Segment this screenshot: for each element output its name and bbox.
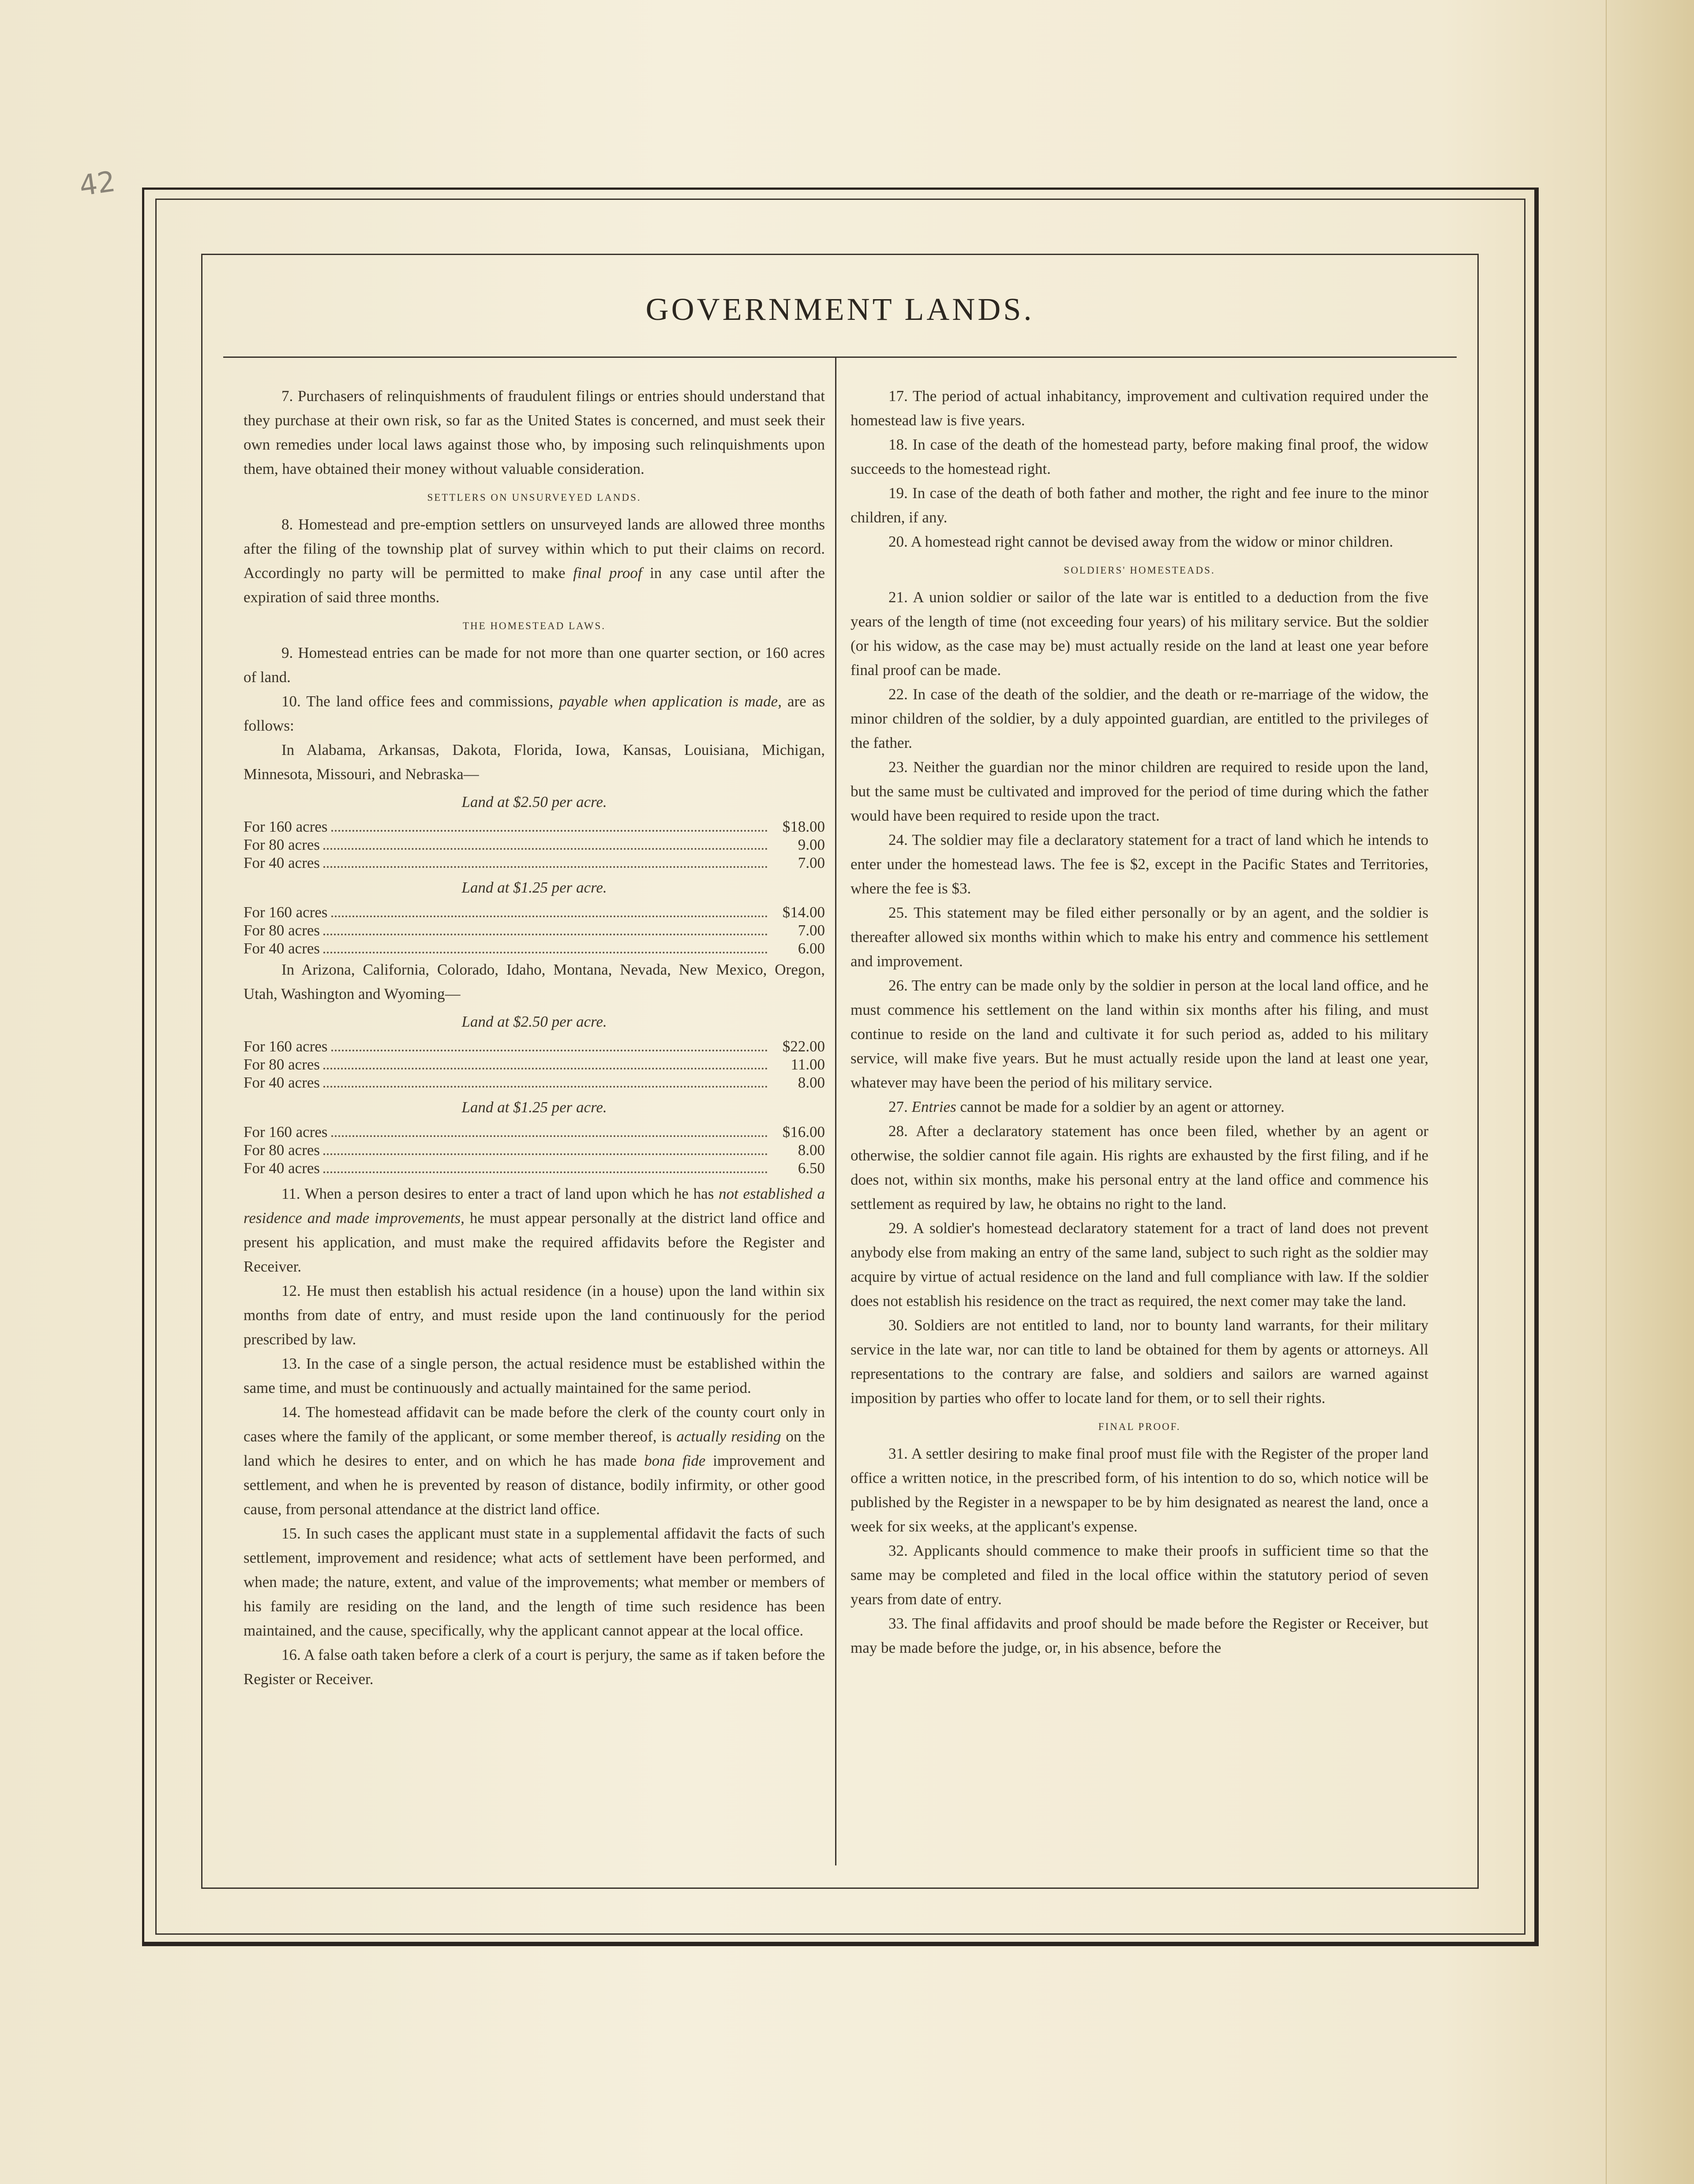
- paragraph-7: 7. Purchasers of relinquishments of fraudulent filings or entries should understand that they purchase at their own risk, so far as the United States is concerned, and must seek their own remedies under local laws against those who, by imposing such relinquishments upon them, have obtained their money without valuable consideration.: [244, 387, 825, 477]
- section-heading-homestead: THE HOMESTEAD LAWS.: [462, 620, 606, 631]
- fee-row: For 80 acres 9.00: [244, 836, 825, 853]
- paragraph-30: 30. Soldiers are not entitled to land, nor to bounty land warrants, for their military service in the late war, nor can title to land be obtained for them by agents or attorneys. All representations to the contrary are false, and soldiers and sailors are warned against imposition by parties who offer to locate land for them, or to sell their rights.: [851, 1317, 1428, 1407]
- section-heading-unsurveyed: SETTLERS ON UNSURVEYED LANDS.: [427, 492, 641, 503]
- paragraph-33: 33. The final affidavits and proof should be made before the Register or Receiver, but may be made before the judge, or, in his absence, before the: [851, 1615, 1428, 1656]
- paragraph-8: 8. Homestead and pre-emption settlers on unsurveyed lands are allowed three months after the filing of the township plat of survey within which to put their claims on record. Accordingly no party will be permitted to make final proof in any case until after the expiration of said three months.: [244, 516, 825, 606]
- paragraph-23: 23. Neither the guardian nor the minor children are required to reside upon the land, but the same must be cultivated and improved for the period of time during which the father would have been required to reside upon the tract.: [851, 758, 1428, 824]
- paragraph-31: 31. A settler desiring to make final proof must file with the Register of the proper land office a written notice, in the prescribed form, of his intention to do so, which notice will be published by the Register in a newspaper to be by him designated as nearest the land, once a week for six weeks, at the applicant's expense.: [851, 1445, 1428, 1535]
- paragraph-29: 29. A soldier's homestead declaratory statement for a tract of land does not prevent anybody else from making an entry of the same land, subject to such right as the soldier may acquire by virtue of actual residence on the land and full compliance with law. If the soldier does not establish his residence on the tract as required, the next comer may take the land.: [851, 1220, 1428, 1310]
- paragraph-20: 20. A homestead right cannot be devised away from the widow or minor children.: [888, 533, 1394, 550]
- paragraph-32: 32. Applicants should commence to make their proofs in sufficient time so that the same may be completed and filed in the local office within the statutory period of seven years from date of entry.: [851, 1542, 1428, 1608]
- pencil-page-number: 42: [77, 165, 118, 203]
- fee-row: For 40 acres 6.00: [244, 940, 825, 957]
- fee-row: For 40 acres 8.00: [244, 1074, 825, 1091]
- section-heading-final-proof: FINAL PROOF.: [1098, 1421, 1181, 1432]
- right-column: [851, 384, 1428, 1660]
- paragraph-25: 25. This statement may be filed either personally or by an agent, and the soldier is thereafter allowed six months within which to make his entry and commence his settlement and improvement.: [851, 904, 1428, 970]
- paragraph-14: 14. The homestead affidavit can be made before the clerk of the county court only in cases where the family of the applicant, or some member thereof, is actually residing on the land which he desires to enter, and on which he has made bona fide improvement and settlement, and when he is prevented by reason of distance, bodily infirmity, or other good cause, from personal attendance at the district land office.: [244, 1403, 825, 1518]
- fee-row: For 160 acres $16.00: [244, 1123, 825, 1141]
- column-divider: [835, 356, 836, 1865]
- paragraph-21: 21. A union soldier or sailor of the late war is entitled to a deduction from the five years of the length of time (not exceeding four years) of his military service. But the soldier (or his widow, as the case may be) must actually reside on the land at least one year before final proof can be made.: [851, 589, 1428, 679]
- fee-group-heading: Land at $1.25 per acre.: [461, 879, 607, 896]
- paragraph-13: 13. In the case of a single person, the actual residence must be established within the same time, and must be continuously and actually maintained for the same period.: [244, 1355, 825, 1396]
- fee-group-heading: Land at $2.50 per acre.: [461, 1013, 607, 1030]
- fee-row: For 40 acres 6.50: [244, 1160, 825, 1177]
- paragraph-26: 26. The entry can be made only by the soldier in person at the local land office, and he must commence his settlement on the land within six months after his filing, and must continue to reside on the land and cultivate it for such period as, added to his military service, will make five years. But he must actually reside upon the land at least one year, whatever may have been the period of his military service.: [851, 977, 1428, 1091]
- paragraph-24: 24. The soldier may file a declaratory statement for a tract of land which he intends to enter under the homestead laws. The fee is $2, except in the Pacific States and Territories, where the fee is $3.: [851, 831, 1428, 897]
- page-title: GOVERNMENT LANDS.: [645, 292, 1034, 327]
- paragraph-17: 17. The period of actual inhabitancy, improvement and cultivation required under the homestead law is five years.: [851, 387, 1428, 429]
- fee-group-heading: Land at $2.50 per acre.: [461, 793, 607, 811]
- paragraph-19: 19. In case of the death of both father and mother, the right and fee inure to the minor children, if any.: [851, 484, 1428, 526]
- paragraph-28: 28. After a declaratory statement has once been filed, whether by an agent or otherwise, the soldier cannot file again. His rights are exhausted by the first filing, and if he does not, within six months, make his personal entry at the land office and commence his settlement as required by law, he obtains no right to the land.: [851, 1122, 1428, 1212]
- paragraph-11: 11. When a person desires to enter a tract of land upon which he has not established a residence and made improvements, he must appear personally at the district land office and present his application, and must make the required affidavits before the Register and Receiver.: [244, 1185, 825, 1275]
- fee-row: For 80 acres 7.00: [244, 922, 825, 939]
- paragraph-10: 10. The land office fees and commissions, payable when application is made, are as follows:: [244, 693, 825, 734]
- paragraph-18: 18. In case of the death of the homestead party, before making final proof, the widow succeeds to the homestead right.: [851, 436, 1428, 477]
- paragraph-12: 12. He must then establish his actual residence (in a house) upon the land within six months from date of entry, and must reside upon the land continuously for the period prescribed by law.: [244, 1282, 825, 1348]
- section-heading-soldiers: SOLDIERS' HOMESTEADS.: [1064, 565, 1215, 576]
- fee-group-heading: Land at $1.25 per acre.: [461, 1099, 607, 1116]
- paragraph-9: 9. Homestead entries can be made for not more than one quarter section, or 160 acres of land.: [244, 644, 825, 686]
- left-column: [244, 384, 825, 1691]
- paragraph-22: 22. In case of the death of the soldier, and the death or re-marriage of the widow, the minor children of the soldier, by a duly appointed guardian, are entitled to the privileges of the father.: [851, 686, 1428, 751]
- states-list-2: In Arizona, California, Colorado, Idaho, Montana, Nevada, New Mexico, Oregon, Utah, Washington and Wyoming—: [244, 961, 825, 1002]
- page-edge-strip: [1606, 0, 1694, 2184]
- paragraph-27: 27. Entries cannot be made for a soldier by an agent or attorney.: [888, 1098, 1285, 1115]
- fee-row: For 160 acres $22.00: [244, 1038, 825, 1055]
- fee-row: For 160 acres $14.00: [244, 904, 825, 921]
- title-rule: [223, 356, 1457, 358]
- paragraph-15: 15. In such cases the applicant must state in a supplemental affidavit the facts of such settlement, improvement and residence; what acts of settlement have been performed, and when made; the nature, extent, and value of the improvements; what member or members of his family are residing on the land, and the length of time such residence has been maintained, and the cause, specifically, why the applicant cannot appear at the local office.: [244, 1525, 825, 1639]
- fee-row: For 80 acres 11.00: [244, 1056, 825, 1073]
- fee-row: For 160 acres $18.00: [244, 818, 825, 835]
- paragraph-16: 16. A false oath taken before a clerk of a court is perjury, the same as if taken before the Register or Receiver.: [244, 1646, 825, 1688]
- states-list-1: In Alabama, Arkansas, Dakota, Florida, Iowa, Kansas, Louisiana, Michigan, Minnesota, Missouri, and Nebraska—: [244, 741, 825, 783]
- fee-row: For 80 acres 8.00: [244, 1141, 825, 1159]
- fee-row: For 40 acres 7.00: [244, 854, 825, 871]
